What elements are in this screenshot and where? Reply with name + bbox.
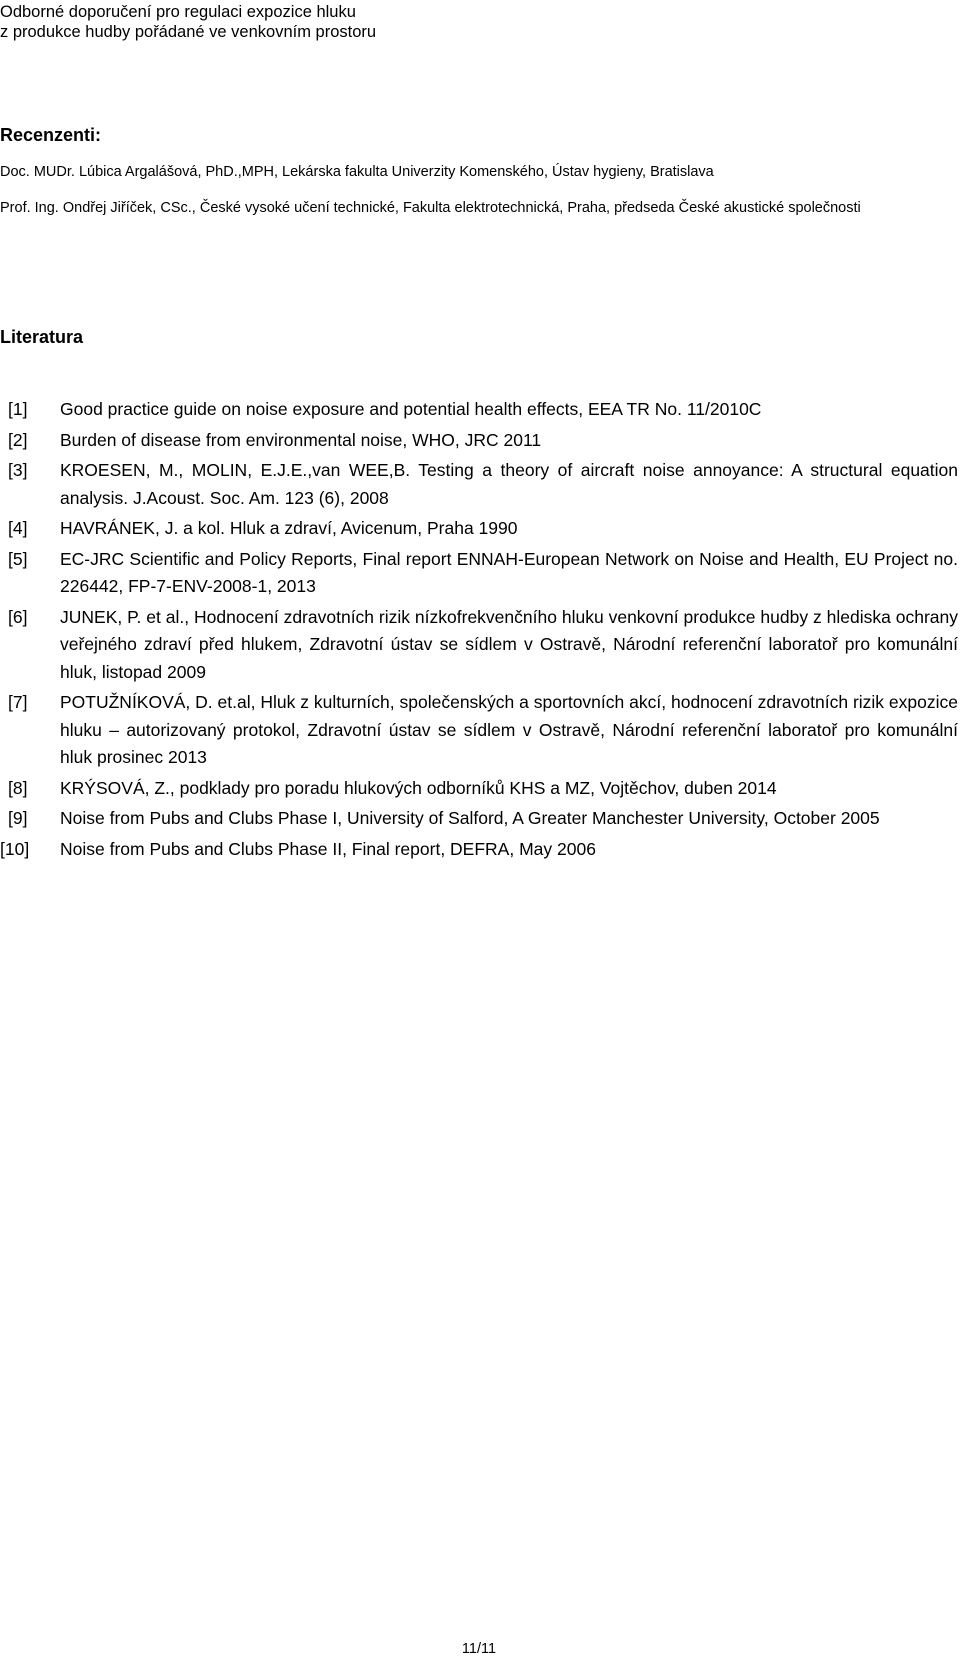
reference-text: Noise from Pubs and Clubs Phase II, Final report, DEFRA, May 2006 bbox=[60, 838, 596, 859]
reference-number: [4] bbox=[8, 518, 28, 538]
reference-text: POTUŽNÍKOVÁ, D. et.al, Hluk z kulturních, společenských a sportovních akcí, hodnocení zdravotních rizik expozice hluku – autorizovaný protokol, Zdravotní ústav se sídlem v Ostravě, Národní referenční laboratoř pro komunální hluk prosinec 2013 bbox=[60, 692, 958, 767]
reference-number: [8] bbox=[8, 777, 28, 798]
reference-item bbox=[0, 457, 958, 512]
reviewers-title: Recenzenti: bbox=[0, 125, 102, 145]
reference-text: Noise from Pubs and Clubs Phase I, University of Salford, A Greater Manchester University, October 2005 bbox=[60, 808, 880, 828]
reference-text: Good practice guide on noise exposure and potential health effects, EEA TR No. 11/2010C bbox=[60, 399, 762, 419]
reference-item bbox=[0, 604, 958, 687]
reference-number: [3] bbox=[8, 460, 28, 480]
reference-text: KRÝSOVÁ, Z., podklady pro poradu hlukových odborníků KHS a MZ, Vojtěchov, duben 2014 bbox=[60, 777, 777, 798]
reference-number: [6] bbox=[8, 606, 28, 627]
reference-item bbox=[0, 396, 958, 424]
reference-number: [10] bbox=[0, 838, 30, 859]
reference-number: [9] bbox=[8, 808, 28, 828]
reference-item bbox=[0, 689, 958, 772]
header-line-1: Odborné doporučení pro regulaci expozice hluku bbox=[0, 3, 356, 21]
reference-number: [7] bbox=[8, 692, 28, 712]
reference-list bbox=[0, 396, 958, 866]
reference-item bbox=[0, 427, 958, 455]
reference-text: HAVRÁNEK, J. a kol. Hluk a zdraví, Avicenum, Praha 1990 bbox=[60, 518, 518, 538]
page-number: 11/11 bbox=[461, 1641, 497, 1657]
reference-number: [1] bbox=[8, 399, 28, 419]
reference-item bbox=[0, 836, 958, 864]
reference-text: Burden of disease from environmental noise, WHO, JRC 2011 bbox=[60, 429, 542, 450]
reference-item bbox=[0, 546, 958, 601]
reference-text: EC-JRC Scientific and Policy Reports, Final report ENNAH-European Network on Noise and Health, EU Project no. 226442, FP-7-ENV-2008-1, 2013 bbox=[60, 548, 958, 596]
reference-text: JUNEK, P. et al., Hodnocení zdravotních rizik nízkofrekvenčního hluku venkovní produkce hudby z hlediska ochrany veřejného zdraví před hlukem, Zdravotní ústav se sídlem v Ostravě, Národní referenční laboratoř pro komunální hluk, listopad 2009 bbox=[60, 606, 958, 682]
reference-text: KROESEN, M., MOLIN, E.J.E.,van WEE,B. Testing a theory of aircraft noise annoyance: A structural equation analysis. J.Acoust. Soc. Am. 123 (6), 2008 bbox=[60, 460, 958, 508]
reviewer-2: Prof. Ing. Ondřej Jiříček, CSc., České vysoké učení technické, Fakulta elektrotechnická, Praha, předseda České akustické společnosti bbox=[0, 200, 861, 216]
reviewer-1: Doc. MUDr. Lúbica Argalášová, PhD.,MPH, Lekárska fakulta Univerzity Komenského, Ústav hygieny, Bratislava bbox=[0, 164, 714, 180]
document-header bbox=[0, 2, 376, 42]
reference-number: [2] bbox=[8, 429, 28, 450]
header-line-2: z produkce hudby pořádané ve venkovním prostoru bbox=[0, 23, 377, 41]
reference-item bbox=[0, 775, 958, 803]
reference-item bbox=[0, 805, 958, 833]
reference-number: [5] bbox=[8, 548, 28, 569]
literature-title: Literatura bbox=[0, 327, 84, 347]
reference-item bbox=[0, 515, 958, 543]
